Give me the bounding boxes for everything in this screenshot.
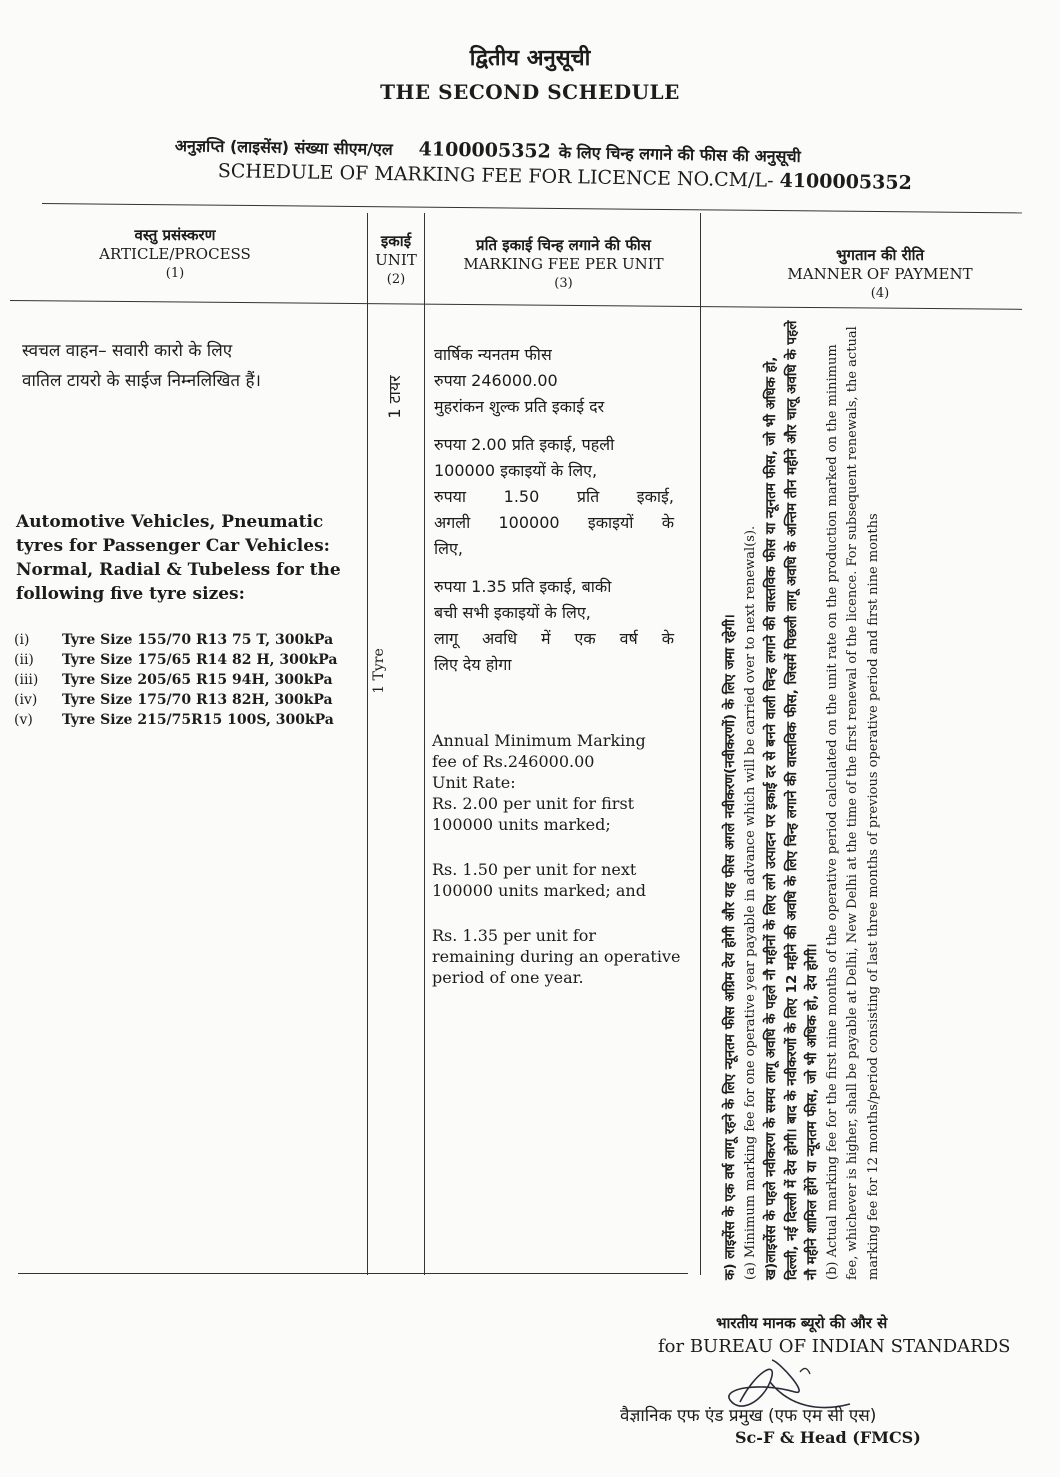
article-en-line1: Automotive Vehicles, Pneumatic [16,512,324,532]
fee-en-line: 100000 units marked; and [432,881,646,900]
column-header-unit [368,232,424,289]
fee-en-line: Unit Rate: [432,773,516,792]
fee-hi-line: अगली 100000 इकाइयों के [434,513,674,532]
article-hi-line1: स्वचल वाहन– सवारी कारो के लिए [22,341,233,361]
table-top-rule [42,203,1022,213]
payment-en-b: (b) Actual marking fee for the first nine months of the operative period calculated on the unit rate on the production marked on the minimum fee, whichever is higher, shall be payable at Delhi, New Delhi at the time of the first renewal of the licence. For subsequent renewals, the actual marking fee for 12 months/period consisting of last three months of previous operative period and first nine months [824,326,881,1280]
tyre-text: Tyre Size 175/70 R13 82H, 300kPa [62,692,333,708]
col-divider-3 [700,213,701,1275]
footer-for-english: for BUREAU OF INDIAN STANDARDS [658,1336,1011,1357]
fee-hi-line: मुहरांकन शुल्क प्रति इकाई दर [434,397,605,416]
tyre-text: Tyre Size 205/65 R15 94H, 300kPa [62,672,333,688]
col4-en: MANNER OF PAYMENT [787,265,973,283]
fee-hi-line: रुपया 2.00 प्रति इकाई, पहली [434,435,615,454]
fee-en-line: Rs. 1.50 per unit for next [432,860,637,879]
article-en-line3: Normal, Radial & Tubeless for the [16,560,341,580]
article-en-line4: following five tyre sizes: [16,584,245,604]
payment-hi-a: क) लाइसेंस के एक वर्ष लागू रहने के लिए न्यूनतम फीस अग्रिम देय होगी और यह फीस अगले नवीकरण(नवीकरणों) के लिए जमा रहेगी। [722,614,738,1280]
column-header-payment [740,246,1020,303]
col2-hi: इकाई [380,232,412,250]
article-hindi [22,336,362,396]
column-header-article [40,226,310,283]
list-item [14,670,354,690]
tyre-num: (v) [14,712,33,728]
fee-en-line: fee of Rs.246000.00 [432,752,595,771]
licence-line-english [218,160,912,194]
payment-en-a: (a) Minimum marking fee for one operative year payable in advance which will be carried over to next renewal(s). [742,525,758,1280]
designation-hindi: वैज्ञानिक एफ एंड प्रमुख (एफ एम सी एस) [620,1406,877,1426]
list-item [14,690,354,710]
col2-no: (2) [386,272,406,287]
licence-en-prefix: SCHEDULE OF MARKING FEE FOR LICENCE NO.CM/L- [217,160,774,192]
fee-hi-line: बची सभी इकाइयों के लिए, [434,603,591,622]
footer-for-hindi: भारतीय मानक ब्यूरो की और से [716,1314,888,1332]
fee-en-line: period of one year. [432,968,584,987]
col3-en: MARKING FEE PER UNIT [463,255,664,273]
title-hindi: द्वितीय अनुसूची [469,46,591,71]
col3-hi: प्रति इकाई चिन्ह लगाने की फीस [476,236,651,254]
table-bottom-rule [18,1273,688,1274]
licence-number: 4100005352 [418,138,552,163]
fee-en-line: Annual Minimum Marking [432,731,646,750]
col1-hi: वस्तु प्रसंस्करण [134,226,216,244]
tyre-text: Tyre Size 155/70 R13 75 T, 300kPa [62,632,334,648]
licence-hi-prefix: अनुज्ञप्ति (लाइसेंस) संख्या सीएम/एल [174,135,393,159]
col-divider-2 [424,213,425,1275]
fee-hi-line: लिए देय होगा [434,655,512,674]
fee-en-line: Rs. 2.00 per unit for first [432,794,635,813]
col3-no: (3) [554,276,573,291]
fee-hi-line: रुपया 1.50 प्रति इकाई, [434,487,674,506]
tyre-text: Tyre Size 175/65 R14 82 H, 300kPa [62,652,338,668]
fee-hi-line: रुपया 246000.00 [434,371,558,390]
article-hi-line2: वातिल टायरो के साईज निम्नलिखित हैं। [22,371,261,391]
col1-no: (1) [165,266,185,281]
fee-hi-line: वार्षिक न्यनतम फीस [434,345,552,364]
fee-hi-line: रुपया 1.35 प्रति इकाई, बाकी [434,577,612,596]
tyre-text: Tyre Size 215/75R15 100S, 300kPa [62,712,334,728]
tyre-num: (iii) [14,672,39,688]
fee-hi-line: लिए, [434,539,463,558]
unit-hindi: 1 टायर [385,375,404,419]
payment-terms [720,320,1010,1280]
fee-hi-line: लागू अवधि में एक वर्ष के [434,629,674,648]
col1-en: ARTICLE/PROCESS [99,245,251,263]
tyre-num: (iv) [14,692,38,708]
fee-en-line: remaining during an operative [432,947,681,966]
fee-english [432,730,682,988]
tyre-num: (i) [14,632,30,648]
designation-english: Sc-F & Head (FMCS) [735,1428,921,1447]
column-header-fee [426,236,701,293]
fee-hi-line: 100000 इकाइयों के लिए, [434,461,598,480]
tyre-size-list [14,630,354,730]
fee-hindi [434,342,674,678]
col4-hi: भुगतान की रीति [835,246,925,264]
title-english: THE SECOND SCHEDULE [380,80,680,104]
unit-english: 1 Tyre [371,648,387,694]
fee-en-line: Rs. 1.35 per unit for [432,926,597,945]
col2-en: UNIT [375,251,417,269]
payment-hi-b: ख)लाइसेंस के पहले नवीकरण के समय लागू अवधि के पहले नौ महीनों के लिए लगे उत्पादन पर इकाई दर से बनने वाली चिन्ह लगाने की वास्तविक फीस या न्यूनतम फीस, जो भी अधिक हो, दिल्ली, नई दिल्ली में देय होगी। बाद के नवीकरणों के लिए 12 महीने की अवधि के लिए चिन्ह लगाने की वास्तविक फीस, जिसमें पिछली लागू अवधि के अन्तिम तीन महीने और चालू अवधि के पहले नौ महीने शामिल होंगे या न्यूनतम फीस, जो भी अधिक हो, देय होगी। [763,320,820,1280]
licence-number-en: 4100005352 [779,169,912,195]
article-en-line2: tyres for Passenger Car Vehicles: [16,536,330,556]
list-item [14,650,354,670]
licence-hi-suffix: के लिए चिन्ह लगाने की फीस की अनुसूची [558,142,801,166]
list-item [14,710,354,730]
article-english [16,510,356,606]
tyre-num: (ii) [14,652,34,668]
col-divider-1 [367,213,368,1275]
fee-en-line: 100000 units marked; [432,815,611,834]
list-item [14,630,354,650]
col4-no: (4) [870,286,890,301]
